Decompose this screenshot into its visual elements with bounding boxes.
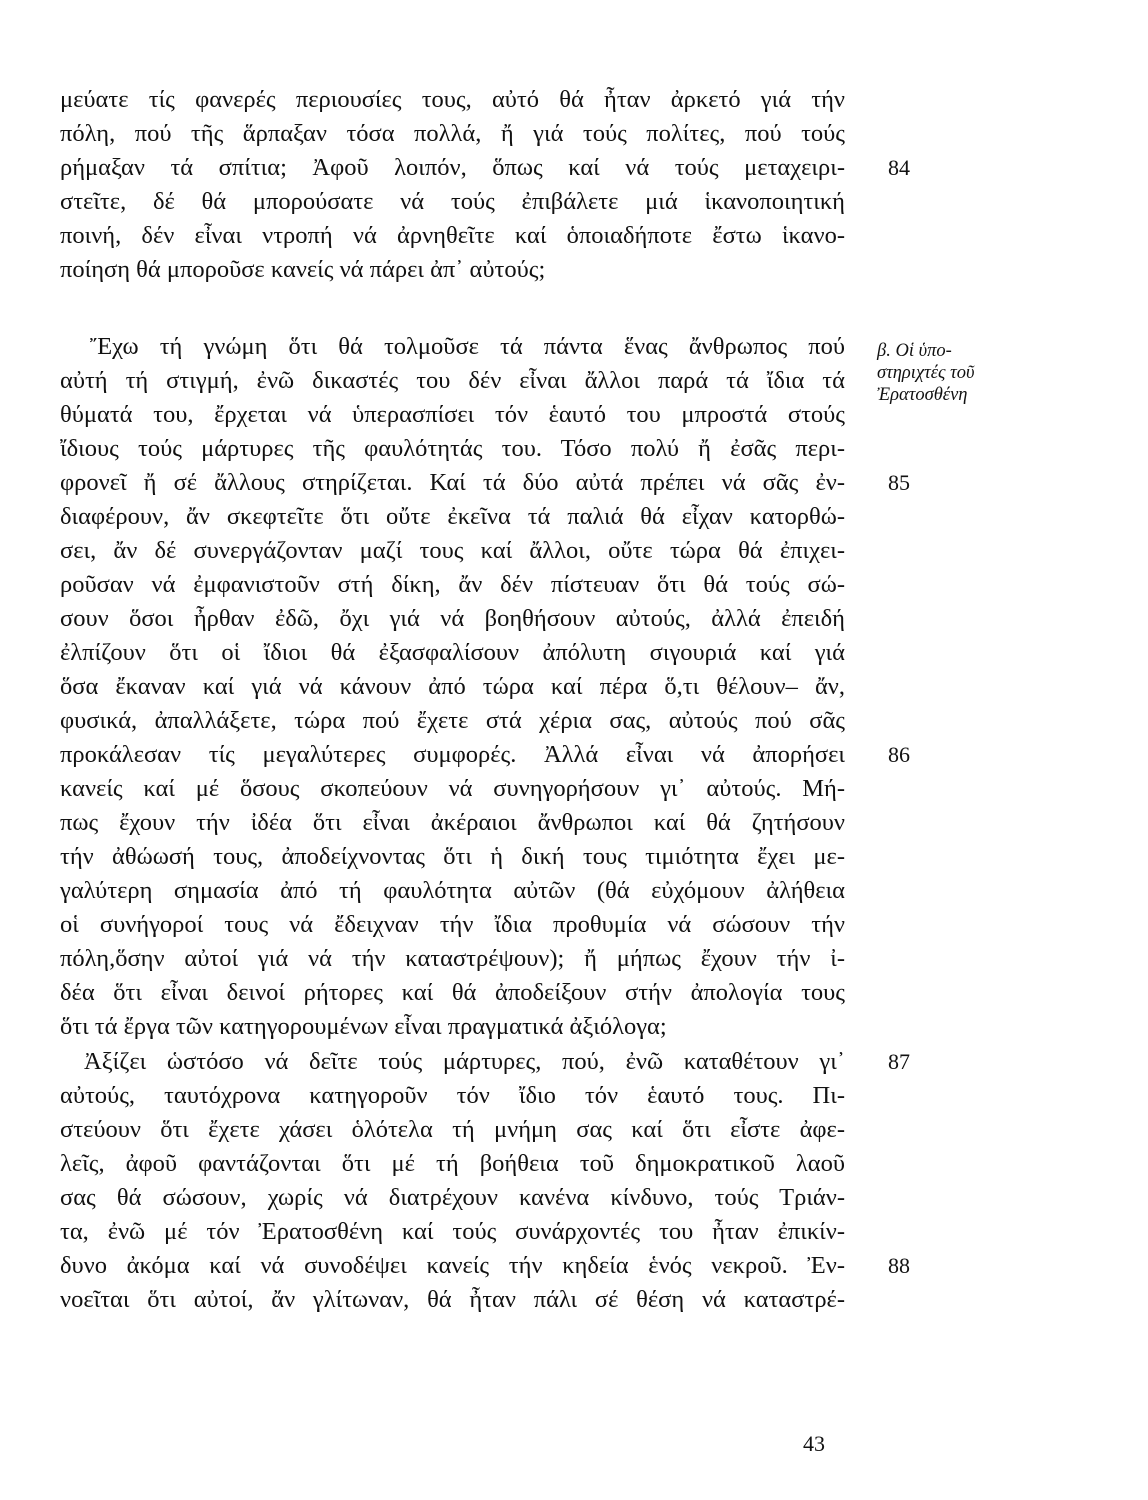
section-heading-line: β. Οἱ ὑπο-	[877, 341, 952, 361]
margin-section-number: 87	[888, 1049, 910, 1074]
text-line: τήν ἀθώωσή τους, ἀποδείχνοντας ὅτι ἡ δική τους τιμιότητα ἔχει με-	[60, 843, 845, 870]
text-line: γαλύτερη σημασία ἀπό τή φαυλότητα αὐτῶν (θά εὐχόμουν ἀλήθεια	[60, 877, 845, 904]
text-line: φρονεῖ ἤ σέ ἄλλους στηρίζεται. Καί τά δύο αὐτά πρέπει νά σᾶς ἐν-	[60, 469, 845, 496]
text-line: θύματά του, ἔρχεται νά ὑπερασπίσει τόν ἑαυτό του μπροστά στούς	[60, 401, 845, 428]
text-line: σουν ὅσοι ἦρθαν ἐδῶ, ὄχι γιά νά βοηθήσουν αὐτούς, ἀλλά ἐπειδή	[60, 605, 845, 632]
text-line: νοεῖται ὅτι αὐτοί, ἄν γλίτωναν, θά ἦταν πάλι σέ θέση νά καταστρέ-	[60, 1286, 845, 1313]
text-line: αὐτή τή στιγμή, ἐνῶ δικαστές του δέν εἶναι ἄλλοι παρά τά ἴδια τά	[60, 367, 845, 394]
text-line: σει, ἄν δέ συνεργάζονταν μαζί τους καί ἄλλοι, οὔτε τώρα θά ἐπιχει-	[60, 537, 845, 564]
text-line: λεῖς, ἀφοῦ φαντάζονται ὅτι μέ τή βοήθεια τοῦ δημοκρατικοῦ λαοῦ	[60, 1150, 845, 1177]
text-line: στεύουν ὅτι ἔχετε χάσει ὁλότελα τή μνήμη σας καί ὅτι εἶστε ἀφε-	[60, 1116, 845, 1143]
paragraph-start-line: Ἀξίζει ὡστόσο νά δεῖτε τούς μάρτυρες, πού, ἐνῶ καταθέτουν γι᾽	[84, 1048, 845, 1075]
text-line: πόλη, πού τῆς ἅρπαξαν τόσα πολλά, ἤ γιά τούς πολίτες, πού τούς	[60, 120, 845, 147]
text-line: ποίηση θά μποροῦσε κανείς νά πάρει ἀπ᾽ αὐτούς;	[60, 256, 546, 283]
text-line: τα, ἐνῶ μέ τόν Ἐρατοσθένη καί τούς συνάρχοντές του ἦταν ἐπικίν-	[60, 1218, 845, 1245]
text-line: σας θά σώσουν, χωρίς νά διατρέχουν κανένα κίνδυνο, τούς Τριάν-	[60, 1184, 845, 1211]
text-line: φυσικά, ἀπαλλάξετε, τώρα πού ἔχετε στά χέρια σας, αὐτούς πού σᾶς	[60, 707, 845, 734]
paragraph-start-line: Ἔχω τή γνώμη ὅτι θά τολμοῦσε τά πάντα ἕνας ἄνθρωπος πού	[90, 333, 845, 360]
margin-section-heading	[877, 340, 1007, 406]
text-line: ἐλπίζουν ὅτι οἱ ἴδιοι θά ἐξασφαλίσουν ἀπόλυτη σιγουριά καί γιά	[60, 639, 845, 666]
section-heading-line: Ἐρατοσθένη	[877, 385, 968, 405]
text-line: ποινή, δέν εἶναι ντροπή νά ἀρνηθεῖτε καί ὁποιαδήποτε ἔστω ἱκανο-	[60, 222, 845, 249]
text-line: πόλη,ὅσην αὐτοί γιά νά τήν καταστρέψουν); ἤ μήπως ἔχουν τήν ἰ-	[60, 945, 845, 972]
text-line: μεύατε τίς φανερές περιουσίες τους, αὐτό θά ἦταν ἀρκετό γιά τήν	[60, 86, 845, 113]
text-line: κανείς καί μέ ὅσους σκοπεύουν νά συνηγορήσουν γι᾽ αὐτούς. Μή-	[60, 775, 845, 802]
text-line: ἴδιους τούς μάρτυρες τῆς φαυλότητάς του. Τόσο πολύ ἤ ἐσᾶς περι-	[60, 435, 845, 462]
page-number: 43	[803, 1431, 825, 1456]
text-line: οἱ συνήγοροί τους νά ἔδειχναν τήν ἴδια προθυμία νά σώσουν τήν	[60, 911, 845, 938]
section-heading-line: στηριχτές τοῦ	[877, 363, 975, 383]
text-line: ὅσα ἔκαναν καί γιά νά κάνουν ἀπό τώρα καί πέρα ὅ,τι θέλουν– ἄν,	[60, 673, 845, 700]
text-line: πως ἔχουν τήν ἰδέα ὅτι εἶναι ἀκέραιοι ἄνθρωποι καί θά ζητήσουν	[60, 809, 845, 836]
text-line: ρήμαξαν τά σπίτια; Ἀφοῦ λοιπόν, ὅπως καί νά τούς μεταχειρι-	[60, 154, 845, 181]
margin-section-number: 86	[888, 742, 910, 767]
text-line: στεῖτε, δέ θά μπορούσατε νά τούς ἐπιβάλετε μιά ἱκανοποιητική	[60, 188, 845, 215]
text-line: αὐτούς, ταυτόχρονα κατηγοροῦν τόν ἴδιο τόν ἑαυτό τους. Πι-	[60, 1082, 845, 1109]
text-line: δέα ὅτι εἶναι δεινοί ρήτορες καί θά ἀποδείξουν στήν ἀπολογία τους	[60, 979, 845, 1006]
text-line: δυνο ἀκόμα καί νά συνοδέψει κανείς τήν κηδεία ἑνός νεκροῦ. Ἐν-	[60, 1252, 845, 1279]
text-line: διαφέρουν, ἄν σκεφτεῖτε ὅτι οὔτε ἐκεῖνα τά παλιά θά εἶχαν κατορθώ-	[60, 503, 845, 530]
text-line: ροῦσαν νά ἐμφανιστοῦν στή δίκη, ἄν δέν πίστευαν ὅτι θά τούς σώ-	[60, 571, 845, 598]
text-line: ὅτι τά ἔργα τῶν κατηγορουμένων εἶναι πραγματικά ἀξιόλογα;	[60, 1013, 667, 1040]
margin-section-number: 88	[888, 1253, 910, 1278]
text-line: προκάλεσαν τίς μεγαλύτερες συμφορές. Ἀλλά εἶναι νά ἀπορήσει	[60, 741, 845, 768]
margin-section-number: 85	[888, 470, 910, 495]
margin-section-number: 84	[888, 155, 910, 180]
